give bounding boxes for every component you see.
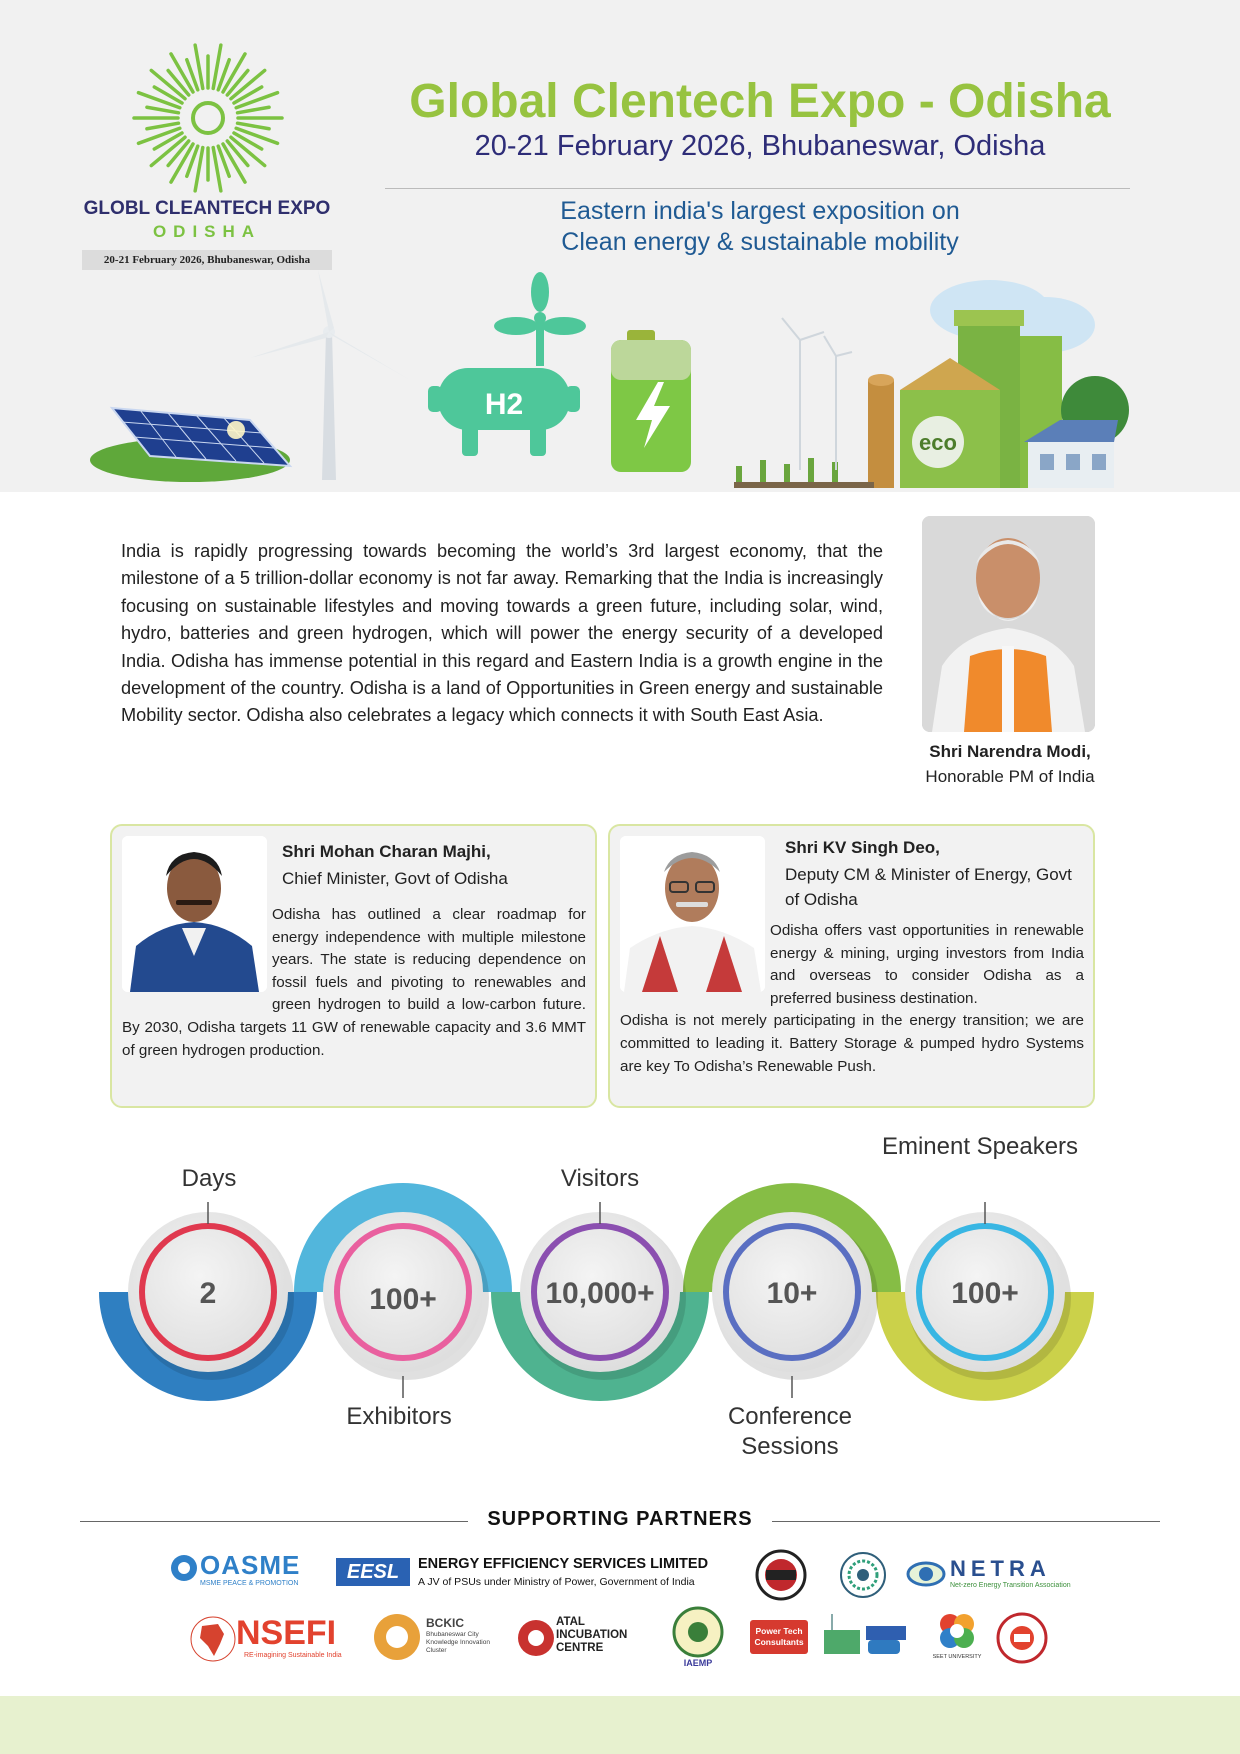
oasme-logo-icon bbox=[168, 1550, 318, 1596]
deputy-cm-statement-text-1: Odisha offers vast opportunities in renewable energy & mining, urging investors from India and overseas to consider Odisha as a preferred business destination. bbox=[770, 922, 1084, 1007]
chief-minister-name: Shri Mohan Charan Majhi, bbox=[282, 842, 491, 861]
stat-value-conference-sessions: 10+ bbox=[766, 1277, 818, 1310]
aic-petals-icon bbox=[934, 1610, 980, 1652]
eesl-sub: A JV of PSUs under Ministry of Power, Government of India bbox=[418, 1576, 695, 1588]
netra-name: NETRA bbox=[950, 1556, 1051, 1581]
aic-ccu-seal-icon bbox=[996, 1610, 1048, 1666]
partners-rule-right bbox=[772, 1521, 1160, 1522]
partners-title: SUPPORTING PARTNERS bbox=[487, 1508, 753, 1530]
battery-icon bbox=[611, 330, 691, 472]
hydrogen-tank-icon bbox=[428, 272, 586, 456]
iaemp-seal-mark-icon bbox=[668, 1606, 728, 1658]
eco-label: eco bbox=[919, 430, 957, 455]
deputy-cm-statement bbox=[620, 920, 1084, 1078]
bckic-logo-icon bbox=[372, 1612, 502, 1664]
iaemp-name: IAEMP bbox=[683, 1658, 713, 1668]
eesl-logo-icon bbox=[336, 1556, 736, 1596]
header-divider bbox=[385, 188, 1130, 189]
bckic-sub: Bhubaneswar City Knowledge Innovation Cluster bbox=[426, 1631, 490, 1654]
atal-name: ATAL INCUBATION CENTRE bbox=[556, 1616, 628, 1654]
h2-label: H2 bbox=[484, 388, 524, 421]
netra-logo-icon bbox=[906, 1556, 1076, 1596]
portrait-placeholder-icon bbox=[922, 516, 1095, 732]
stat-value-visitors: 10,000+ bbox=[545, 1277, 655, 1310]
powertech-logo-icon: Power Tech Consultants bbox=[750, 1620, 808, 1654]
stat-label-conference-sessions: Conference Sessions bbox=[727, 1403, 853, 1460]
eesl-full-name: ENERGY EFFICIENCY SERVICES LIMITED bbox=[418, 1556, 709, 1572]
stat-value-eminent-speakers: 100+ bbox=[951, 1277, 1019, 1310]
stat-label-days: Days bbox=[181, 1165, 237, 1192]
nsefi-name: NSEFI bbox=[236, 1614, 337, 1652]
page-title: Global Clentech Expo - Odisha bbox=[409, 75, 1111, 128]
netra-sub: Net-zero Energy Transition Association bbox=[950, 1582, 1071, 1589]
ev-charging-logo-icon bbox=[818, 1610, 914, 1662]
stat-value-days: 2 bbox=[199, 1277, 217, 1310]
stat-disc-eminent-speakers bbox=[905, 1212, 1071, 1380]
logo-ray bbox=[138, 128, 179, 143]
text-wrap-spacer bbox=[620, 920, 770, 988]
nsefi-map-icon bbox=[188, 1614, 238, 1664]
eco-factory-icon bbox=[734, 280, 1129, 488]
text-wrap-spacer bbox=[122, 904, 272, 1004]
footer-bar bbox=[0, 1696, 1240, 1754]
nsefi-logo-icon bbox=[188, 1614, 358, 1664]
intro-paragraph: India is rapidly progressing towards becoming the world’s 3rd largest economy, that the milestone of a 5 trillion-dollar economy is not far away. Remarking that the India is increasingly focusing on sustainable lifestyles and moving towards a green future, including solar, wind, hydro, batteries and green hydrogen, which will power the energy security of a developed India. Odisha has immense potential in this regard and Eastern India is a growth engine in the development of the country. Odisha is a land of Opportunities in Green energy and sustainable Mobility sector. Odisha also celebrates a legacy which connects it with South East Asia. bbox=[121, 541, 883, 726]
expo-sunburst-logo-icon bbox=[130, 40, 286, 196]
logo-ray bbox=[147, 123, 179, 129]
nsefi-sub: RE-imagining Sustainable India bbox=[244, 1652, 342, 1659]
oasme-name: OASME bbox=[200, 1550, 301, 1580]
partners-rule-left bbox=[80, 1521, 468, 1522]
logo-name: GLOBL CLEANTECH EXPO bbox=[83, 198, 331, 219]
oada-seal-icon bbox=[750, 1548, 812, 1602]
atal-incubation-logo-icon bbox=[516, 1614, 636, 1664]
aic-seet-logo-icon bbox=[934, 1610, 980, 1666]
deputy-cm-role: Deputy CM & Minister of Energy, Govt of Odisha bbox=[785, 865, 1072, 909]
bckic-name: BCKIC bbox=[426, 1616, 464, 1630]
tagline-line-2: Clean energy & sustainable mobility bbox=[561, 228, 959, 256]
aic-flame-icon bbox=[516, 1618, 556, 1658]
deputy-cm-statement-text-2: Odisha is not merely participating in the energy transition; we are committed to leading it. Battery Storage & pumped hydro Systems are key To Odisha’s Renewable Push. bbox=[620, 1012, 1084, 1075]
deputy-cm-name: Shri KV Singh Deo, bbox=[785, 838, 940, 857]
stat-label-eminent-speakers: Eminent Speakers bbox=[881, 1133, 1079, 1160]
netra-eye-icon bbox=[906, 1556, 946, 1592]
iaemp-seal-icon bbox=[668, 1606, 728, 1670]
solar-panel-icon bbox=[90, 408, 290, 482]
pm-name: Shri Narendra Modi, bbox=[929, 742, 1091, 761]
logo-ray bbox=[138, 93, 179, 108]
round-seal-icon bbox=[838, 1548, 888, 1602]
stat-label-visitors: Visitors bbox=[560, 1165, 640, 1192]
chief-minister-statement-text: Odisha has outlined a clear roadmap for energy independence with multiple milestone years. The state is reducing dependence on fossil fuels and pivoting to renewables and green hydrogen to build a low-carbon future. By 2030, Odisha targets 11 GW of renewable capacity and 3.6 MMT of green hydrogen production. bbox=[122, 906, 586, 1059]
bckic-gear-icon bbox=[372, 1612, 422, 1662]
header-banner bbox=[0, 0, 1240, 492]
logo-ray bbox=[147, 107, 179, 113]
pm-portrait bbox=[922, 516, 1095, 732]
event-date: 20-21 February 2026, Bhubaneswar, Odisha bbox=[474, 130, 1046, 162]
deputy-cm-card bbox=[608, 824, 1095, 1108]
logo-ray bbox=[236, 93, 277, 108]
logo-ray bbox=[238, 107, 270, 113]
stat-value-exhibitors: 100+ bbox=[369, 1283, 437, 1316]
tagline bbox=[380, 196, 1140, 258]
stat-disc-days bbox=[128, 1212, 294, 1380]
tagline-line-1: Eastern india's largest exposition on bbox=[560, 197, 960, 225]
chief-minister-card bbox=[110, 824, 597, 1108]
stat-disc-visitors bbox=[520, 1212, 686, 1380]
eesl-badge: EESL bbox=[336, 1558, 410, 1586]
event-stats bbox=[0, 1120, 1240, 1470]
logo-ray bbox=[238, 123, 270, 129]
oasme-sub: MSME PEACE & PROMOTION bbox=[200, 1580, 299, 1587]
logo-ray bbox=[236, 128, 277, 143]
chief-minister-statement bbox=[122, 904, 586, 1062]
clean-energy-illustration bbox=[0, 270, 1240, 492]
aic-seet-sub: SEET UNIVERSITY bbox=[932, 1654, 982, 1660]
stat-label-exhibitors: Exhibitors bbox=[346, 1403, 452, 1430]
logo-subtitle: ODISHA bbox=[152, 222, 262, 241]
chief-minister-role: Chief Minister, Govt of Odisha bbox=[282, 869, 508, 888]
logo-date: 20-21 February 2026, Bhubaneswar, Odisha bbox=[82, 250, 332, 270]
pm-role: Honorable PM of India bbox=[925, 767, 1095, 786]
